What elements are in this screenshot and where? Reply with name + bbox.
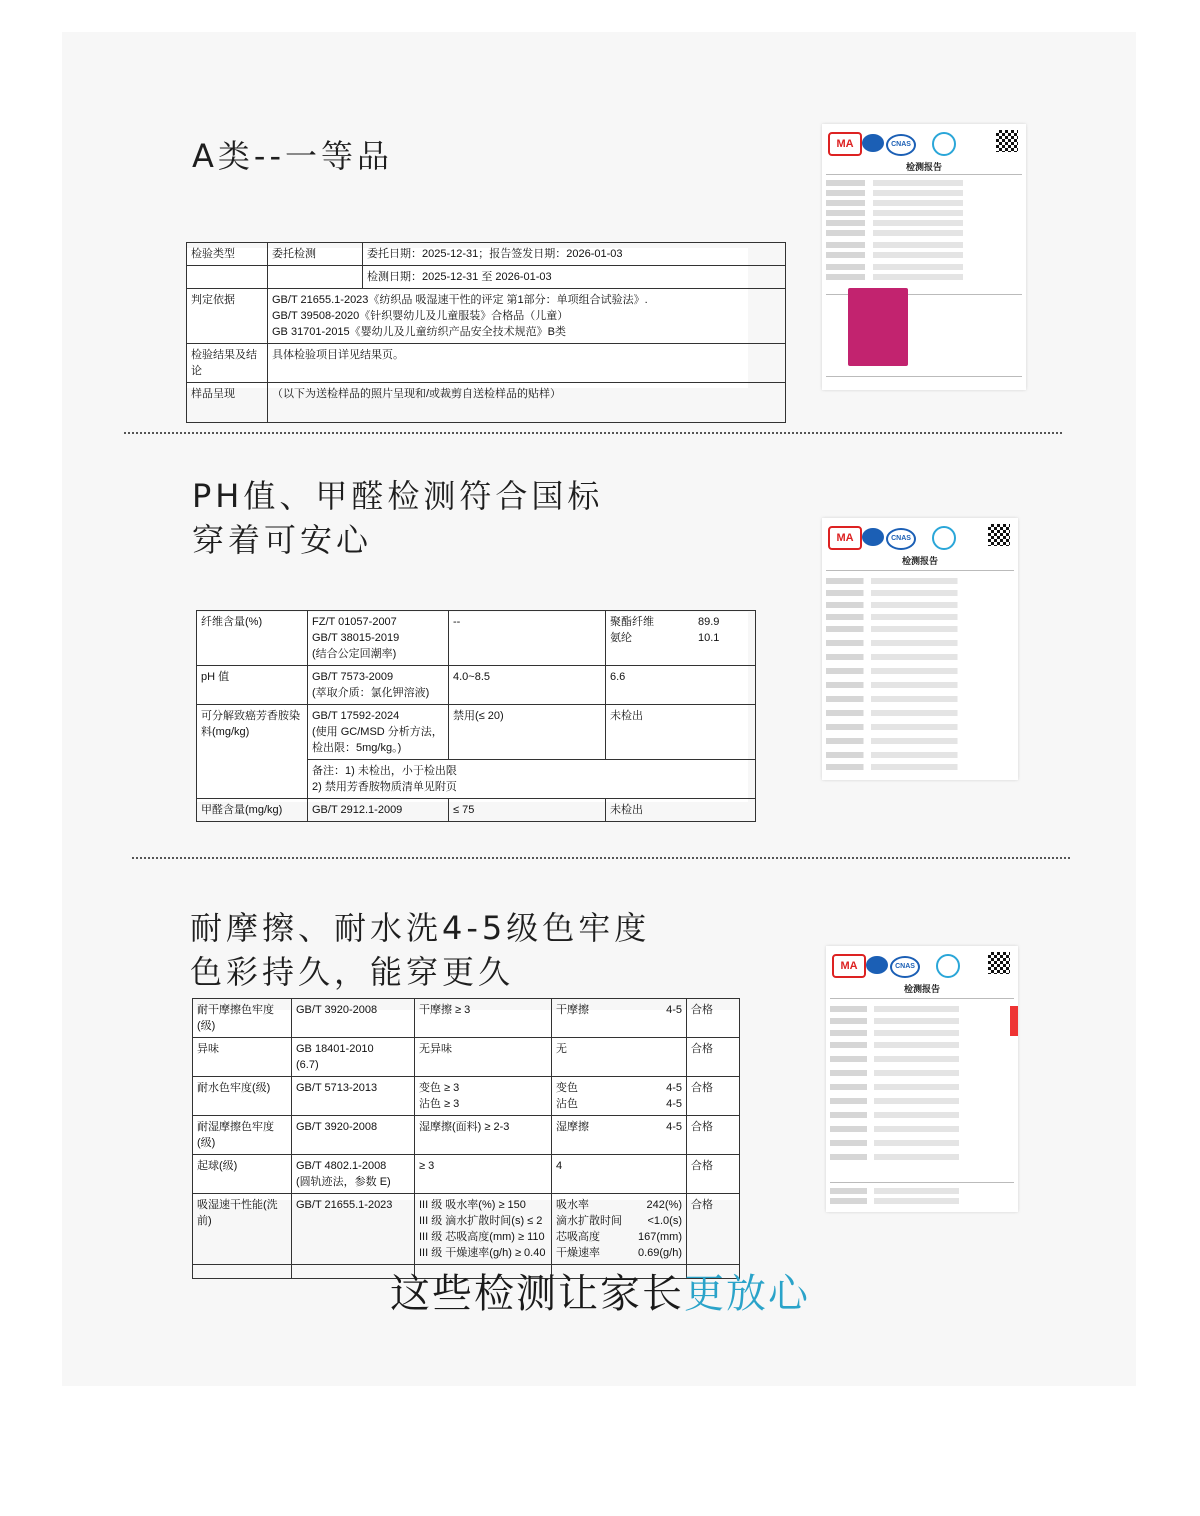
table-cell: 合格 — [687, 1116, 740, 1155]
table-cell: 合格 — [687, 1038, 740, 1077]
report-thumbnail-2 — [822, 518, 1018, 780]
table-cell: GB/T 5713-2013 — [292, 1077, 415, 1116]
ilac-logo — [866, 956, 888, 974]
cma-logo: MA — [828, 526, 862, 550]
report-excerpt-3 — [192, 1004, 740, 1259]
table-cell: 4-5 4-5 — [628, 1077, 687, 1116]
qr-code-icon — [996, 130, 1018, 152]
table-cell: GB/T 21655.1-2023《纺织品 吸湿速干性的评定 第1部分：单项组合试验法》. GB/T 39508-2020《针织婴幼儿及儿童服装》合格品（儿童） GB 31701-2015《婴幼儿及儿童纺织产品安全技术规范》B类 — [268, 289, 786, 344]
table-cell: 起球(级) — [193, 1155, 292, 1194]
table-cell: 备注：1) 未检出，小于检出限 2) 禁用芳香胺物质清单见附页 — [308, 760, 756, 799]
table-cell: 异味 — [193, 1038, 292, 1077]
table-cell: 吸水率 滴水扩散时间 芯吸高度 干燥速率 — [552, 1194, 629, 1265]
table-cell: GB/T 2912.1-2009 — [308, 799, 449, 822]
section-2-heading — [192, 474, 603, 562]
table-cell — [187, 266, 268, 289]
table-cell: 耐湿摩擦色牢度(级) — [193, 1116, 292, 1155]
table-cell: 吸湿速干性能(洗前) — [193, 1194, 292, 1265]
section-divider — [124, 432, 1062, 434]
qr-code-icon — [988, 952, 1010, 974]
table-cell: 6.6 — [606, 666, 756, 705]
seal-icon — [932, 526, 956, 550]
report-excerpt-1 — [186, 248, 748, 400]
table-cell: 89.9 10.1 — [694, 611, 756, 666]
heading-line: A类--一等品 — [192, 137, 393, 175]
table-cell: pH 值 — [197, 666, 308, 705]
cert-logos — [828, 524, 1012, 552]
table-cell: 变色 沾色 — [552, 1077, 629, 1116]
section-1-heading — [192, 134, 393, 178]
report-thumbnail-1 — [822, 124, 1026, 390]
table-cell: 合格 — [687, 999, 740, 1038]
ilac-logo — [862, 528, 884, 546]
thumb-title: 检测报告 — [903, 984, 940, 994]
table-cell: 禁用(≤ 20) — [449, 705, 606, 760]
heading-line: 色彩持久，能穿更久 — [190, 953, 515, 991]
table-cell: 甲醛含量(mg/kg) — [197, 799, 308, 822]
table-cell: GB/T 7573-2009 (萃取介质：氯化钾溶液) — [308, 666, 449, 705]
table-cell: 合格 — [687, 1155, 740, 1194]
report-excerpt-2 — [196, 612, 748, 816]
table-cell: 判定依据 — [187, 289, 268, 344]
table-cell: 耐水色牢度(级) — [193, 1077, 292, 1116]
report-table — [192, 998, 740, 1279]
table-cell: 干摩擦 — [552, 999, 629, 1038]
table-cell: 4-5 — [628, 1116, 687, 1155]
cnas-logo: CNAS — [886, 134, 916, 156]
cnas-logo: CNAS — [890, 956, 920, 978]
table-cell: 242(%) <1.0(s) 167(mm) 0.69(g/h) — [628, 1194, 687, 1265]
cma-logo: MA — [828, 132, 862, 156]
table-cell: 4 — [552, 1155, 629, 1194]
seal-icon — [932, 132, 956, 156]
section-3-heading — [190, 906, 650, 994]
table-cell: GB/T 4802.1-2008 (圆轨迹法，参数 E) — [292, 1155, 415, 1194]
table-cell: 合格 — [687, 1194, 740, 1265]
table-cell: III 级 吸水率(%) ≥ 150 III 级 滴水扩散时间(s) ≤ 2 III 级 芯吸高度(mm) ≥ 110 III 级 干燥速率(g/h) ≥ 0.40 — [415, 1194, 552, 1265]
table-cell: 具体检验项目详见结果页。 — [268, 344, 786, 383]
tagline-accent: 更放心 — [684, 1271, 810, 1317]
table-cell: FZ/T 01057-2007 GB/T 38015-2019 (结合公定回潮率) — [308, 611, 449, 666]
thumb-title: 检测报告 — [901, 556, 938, 566]
report-thumbnail-3 — [826, 946, 1018, 1212]
red-stamp-icon — [1010, 1006, 1018, 1036]
ilac-logo — [862, 134, 884, 152]
heading-line: PH值、甲醛检测符合国标 — [192, 477, 604, 515]
table-cell: 检验结果及结论 — [187, 344, 268, 383]
table-cell: 聚酯纤维 氨纶 — [606, 611, 695, 666]
heading-line: 穿着可安心 — [192, 521, 373, 559]
qr-code-icon — [988, 524, 1010, 546]
report-table — [186, 242, 786, 423]
table-cell: 耐干摩擦色牢度(级) — [193, 999, 292, 1038]
cert-logos — [828, 130, 1020, 158]
table-cell: 合格 — [687, 1077, 740, 1116]
table-cell: GB/T 17592-2024 (使用 GC/MSD 分析方法，检出限：5mg/kg。) — [308, 705, 449, 760]
cma-logo: MA — [832, 954, 866, 978]
closing-tagline — [0, 1262, 1200, 1319]
table-cell: GB/T 21655.1-2023 — [292, 1194, 415, 1265]
table-cell: ≥ 3 — [415, 1155, 552, 1194]
table-cell: 检验类型 — [187, 243, 268, 266]
table-cell: 湿摩擦 — [552, 1116, 629, 1155]
cnas-logo: CNAS — [886, 528, 916, 550]
table-cell: -- — [449, 611, 606, 666]
table-cell: 可分解致癌芳香胺染料(mg/kg) — [197, 705, 308, 799]
table-cell: 检测日期：2025-12-31 至 2026-01-03 — [363, 266, 786, 289]
cert-logos — [832, 952, 1012, 980]
table-cell — [628, 1155, 687, 1194]
table-cell: GB 18401-2010 (6.7) — [292, 1038, 415, 1077]
table-cell: 无异味 — [415, 1038, 552, 1077]
table-cell: 样品呈现 — [187, 383, 268, 423]
table-cell: 纤维含量(%) — [197, 611, 308, 666]
table-cell: 湿摩擦(面料) ≥ 2-3 — [415, 1116, 552, 1155]
table-cell — [268, 266, 363, 289]
table-cell: 未检出 — [606, 799, 756, 822]
table-cell: 委托检测 — [268, 243, 363, 266]
sample-fabric-photo — [848, 288, 908, 366]
table-cell: 委托日期：2025-12-31；报告签发日期：2026-01-03 — [363, 243, 786, 266]
table-cell: GB/T 3920-2008 — [292, 1116, 415, 1155]
table-cell: 干摩擦 ≥ 3 — [415, 999, 552, 1038]
thumb-title: 检测报告 — [905, 162, 942, 172]
section-divider — [132, 857, 1070, 859]
table-cell: GB/T 3920-2008 — [292, 999, 415, 1038]
table-cell: ≤ 75 — [449, 799, 606, 822]
heading-line: 耐摩擦、耐水洗4-5级色牢度 — [190, 909, 651, 947]
table-cell: 4.0~8.5 — [449, 666, 606, 705]
tagline-main: 这些检测让家长 — [390, 1271, 684, 1317]
table-cell: 无 — [552, 1038, 629, 1077]
report-table — [196, 610, 756, 822]
table-cell: （以下为送检样品的照片呈现和/或裁剪自送检样品的贴样） — [268, 383, 786, 423]
table-cell: 未检出 — [606, 705, 756, 760]
table-cell: 变色 ≥ 3 沾色 ≥ 3 — [415, 1077, 552, 1116]
table-cell: 4-5 — [628, 999, 687, 1038]
seal-icon — [936, 954, 960, 978]
table-cell — [628, 1038, 687, 1077]
